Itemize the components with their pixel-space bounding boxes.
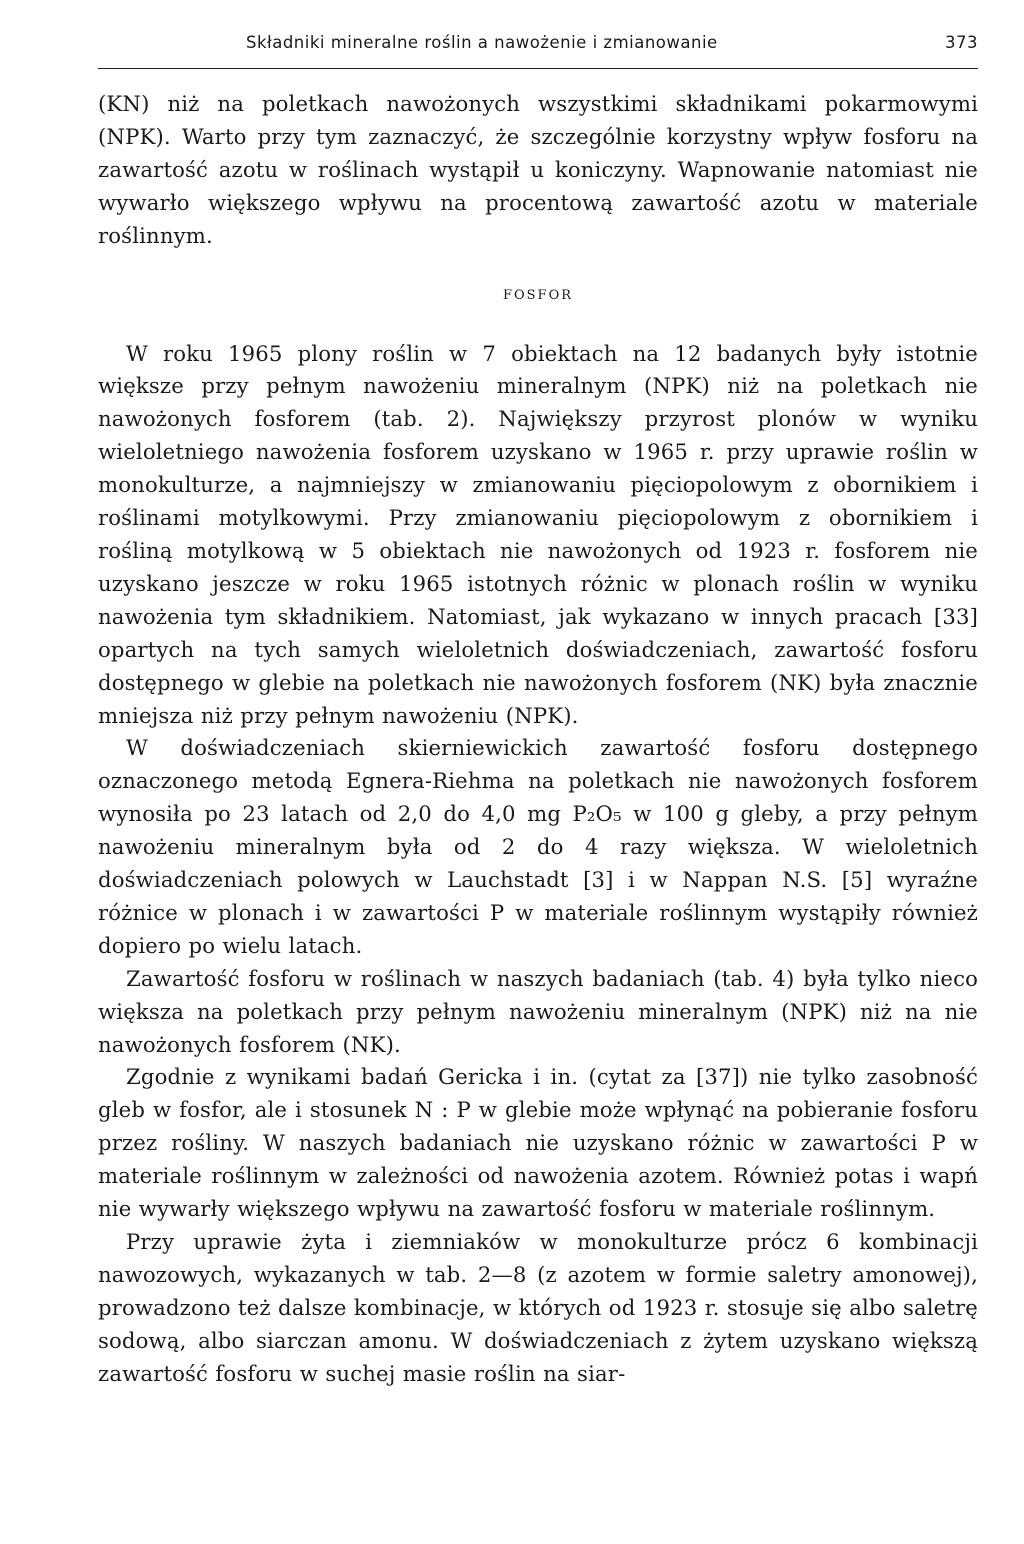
paragraph-continued: (KN) niż na poletkach nawożonych wszystkimi składnikami pokarmowymi (NPK). Warto przy tym zaznaczyć, że szczególnie korzystny wpływ fosforu na zawartość azotu w roślinach wystąpił u koniczyny. Wapnowanie natomiast nie wywarło większego wpływu na procentową zawartość azotu w materiale roślinnym. [98, 91, 978, 248]
running-header [98, 33, 978, 63]
running-title: Składniki mineralne roślin a nawożenie i zmianowanie [246, 33, 718, 52]
body-text [98, 88, 978, 1391]
paragraph: Przy uprawie żyta i ziemniaków w monokulturze prócz 6 kombinacji nawozowych, wykazanych w tab. 2—8 (z azotem w formie saletry amonowej), prowadzono też dalsze kombinacje, w których od 1923 r. stosuje się albo saletrę sodową, albo siarczan amonu. W doświadczeniach z żytem uzyskano większą zawartość fosforu w suchej masie roślin na siar- [98, 1229, 978, 1386]
page-number: 373 [945, 33, 978, 52]
paragraph: Zawartość fosforu w roślinach w naszych badaniach (tab. 4) była tylko nieco większa na poletkach przy pełnym nawożeniu mineralnym (NPK) niż na nie nawożonych fosforem (NK). [98, 965, 978, 1057]
paragraph: W doświadczeniach skierniewickich zawartość fosforu dostępnego oznaczonego metodą Egnera-Riehma na poletkach nie nawożonych fosforem wynosiła po 23 latach od 2,0 do 4,0 mg P₂O₅ w 100 g gleby, a przy pełnym nawożeniu mineralnym była od 2 do 4 razy większa. W wieloletnich doświadczeniach polowych w Lauchstadt [3] i w Nappan N.S. [5] wyraźne różnice w plonach i w zawartości P w materiale roślinnym wystąpiły również dopiero po wielu latach. [98, 735, 978, 958]
document-page [98, 0, 978, 1544]
paragraph: Zgodnie z wynikami badań Gericka i in. (cytat za [37]) nie tylko zasobność gleb w fosfor, ale i stosunek N : P w glebie może wpłynąć na pobieranie fosforu przez rośliny. W naszych badaniach nie uzyskano różnic w zawartości P w materiale roślinnym w zależności od nawożenia azotem. Również potas i wapń nie wywarły większego wpływu na zawartość fosforu w materiale roślinnym. [98, 1064, 978, 1222]
section-heading: FOSFOR [502, 287, 574, 303]
paragraph: W roku 1965 plony roślin w 7 obiektach na 12 badanych były istotnie większe przy pełnym nawożeniu mineralnym (NPK) niż na poletkach nie nawożonych fosforem (tab. 2). Największy przyrost plonów w wyniku wieloletniego nawożenia fosforem uzyskano w 1965 r. przy uprawie roślin w monokulturze, a najmniejszy w zmianowaniu pięciopolowym z obornikiem i roślinami motylkowymi. Przy zmianowaniu pięciopolowym z obornikiem i rośliną motylkową w 5 obiektach nie nawożonych od 1923 r. fosforem nie uzyskano jeszcze w roku 1965 istotnych różnic w plonach roślin w wyniku nawożenia tym składnikiem. Natomiast, jak wykazano w innych pracach [33] opartych na tych samych wieloletnich doświadczeniach, zawartość fosforu dostępnego w glebie na poletkach nie nawożonych fosforem (NK) była znacznie mniejsza niż przy pełnym nawożeniu (NPK). [98, 340, 978, 728]
header-rule [98, 68, 978, 69]
